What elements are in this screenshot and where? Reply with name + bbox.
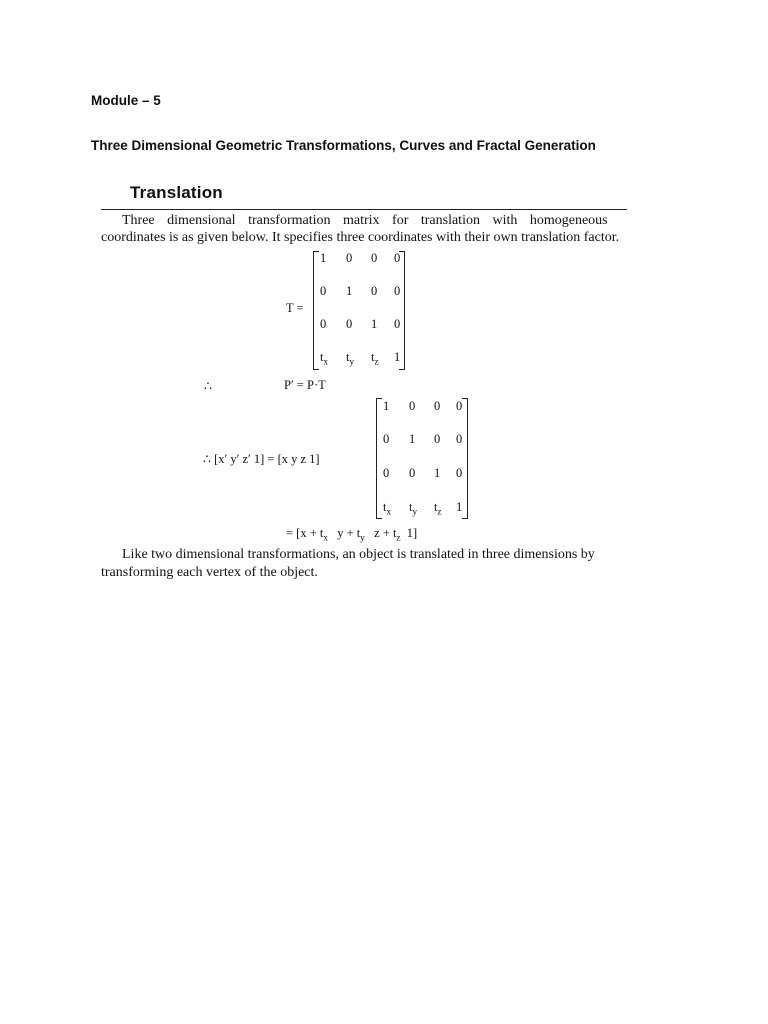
- matrix-cell: 0: [456, 399, 463, 413]
- matrix-cell: 1: [383, 399, 390, 413]
- matrix-cell: 0: [371, 284, 378, 298]
- matrix-cell: 1: [409, 432, 416, 446]
- matrix-cell: 0: [383, 432, 390, 446]
- matrix-cell: 0: [371, 251, 378, 265]
- matrix-cell: 0: [383, 466, 390, 480]
- document-title: Three Dimensional Geometric Transformations, Curves and Fractal Generation: [91, 138, 596, 153]
- module-heading: Module – 5: [91, 93, 161, 108]
- matrix-cell: 0: [394, 284, 401, 298]
- paragraph-line: transforming each vertex of the object.: [101, 565, 318, 580]
- matrix-cell: $t_x$: [383, 500, 391, 517]
- left-bracket: [313, 251, 319, 370]
- matrix-cell: $t_z$: [434, 500, 442, 517]
- matrix-cell: $t_z$: [371, 350, 379, 367]
- matrix-cell: 1: [434, 466, 441, 480]
- matrix-cell: 0: [409, 399, 416, 413]
- paragraph-line: Like two dimensional transformations, an object is translated in three dimensions by: [122, 547, 595, 562]
- therefore-symbol: ∴: [204, 379, 212, 393]
- matrix-cell: $t_y$: [346, 350, 354, 367]
- heading-rule: [101, 209, 627, 210]
- matrix-cell: 0: [409, 466, 416, 480]
- left-bracket: [376, 398, 382, 519]
- matrix-cell: 0: [456, 432, 463, 446]
- matrix-cell: 1: [371, 317, 378, 331]
- matrix-cell: $t_x$: [320, 350, 328, 367]
- matrix-cell: 0: [320, 317, 327, 331]
- matrix-cell: 0: [346, 251, 353, 265]
- matrix-cell: 0: [434, 432, 441, 446]
- matrix-cell: 0: [394, 251, 401, 265]
- matrix-cell: 0: [394, 317, 401, 331]
- matrix-cell: $t_y$: [409, 500, 417, 517]
- matrix-cell: 1: [456, 500, 463, 514]
- matrix-cell: 1: [320, 251, 327, 265]
- matrix-cell: 0: [456, 466, 463, 480]
- equation-vector-lhs: ∴ [x′ y′ z′ 1] = [x y z 1]: [203, 452, 320, 466]
- matrix-cell: 0: [434, 399, 441, 413]
- paragraph-line: Three dimensional transformation matrix for translation with homogeneous: [122, 213, 608, 228]
- matrix-cell: 1: [394, 350, 401, 364]
- paragraph-line: coordinates is as given below. It specifies three coordinates with their own translation factor.: [101, 230, 620, 245]
- matrix-cell: 1: [346, 284, 353, 298]
- equation-p: P′ = P·T: [284, 378, 326, 392]
- right-bracket: [462, 398, 468, 519]
- section-heading: Translation: [130, 183, 223, 202]
- matrix-cell: 0: [346, 317, 353, 331]
- equation-result: = [$x + t_x$ $y + t_y$ $z + t_z$ 1]: [286, 526, 418, 543]
- matrix-cell: 0: [320, 284, 327, 298]
- matrix-label: T =: [286, 301, 304, 315]
